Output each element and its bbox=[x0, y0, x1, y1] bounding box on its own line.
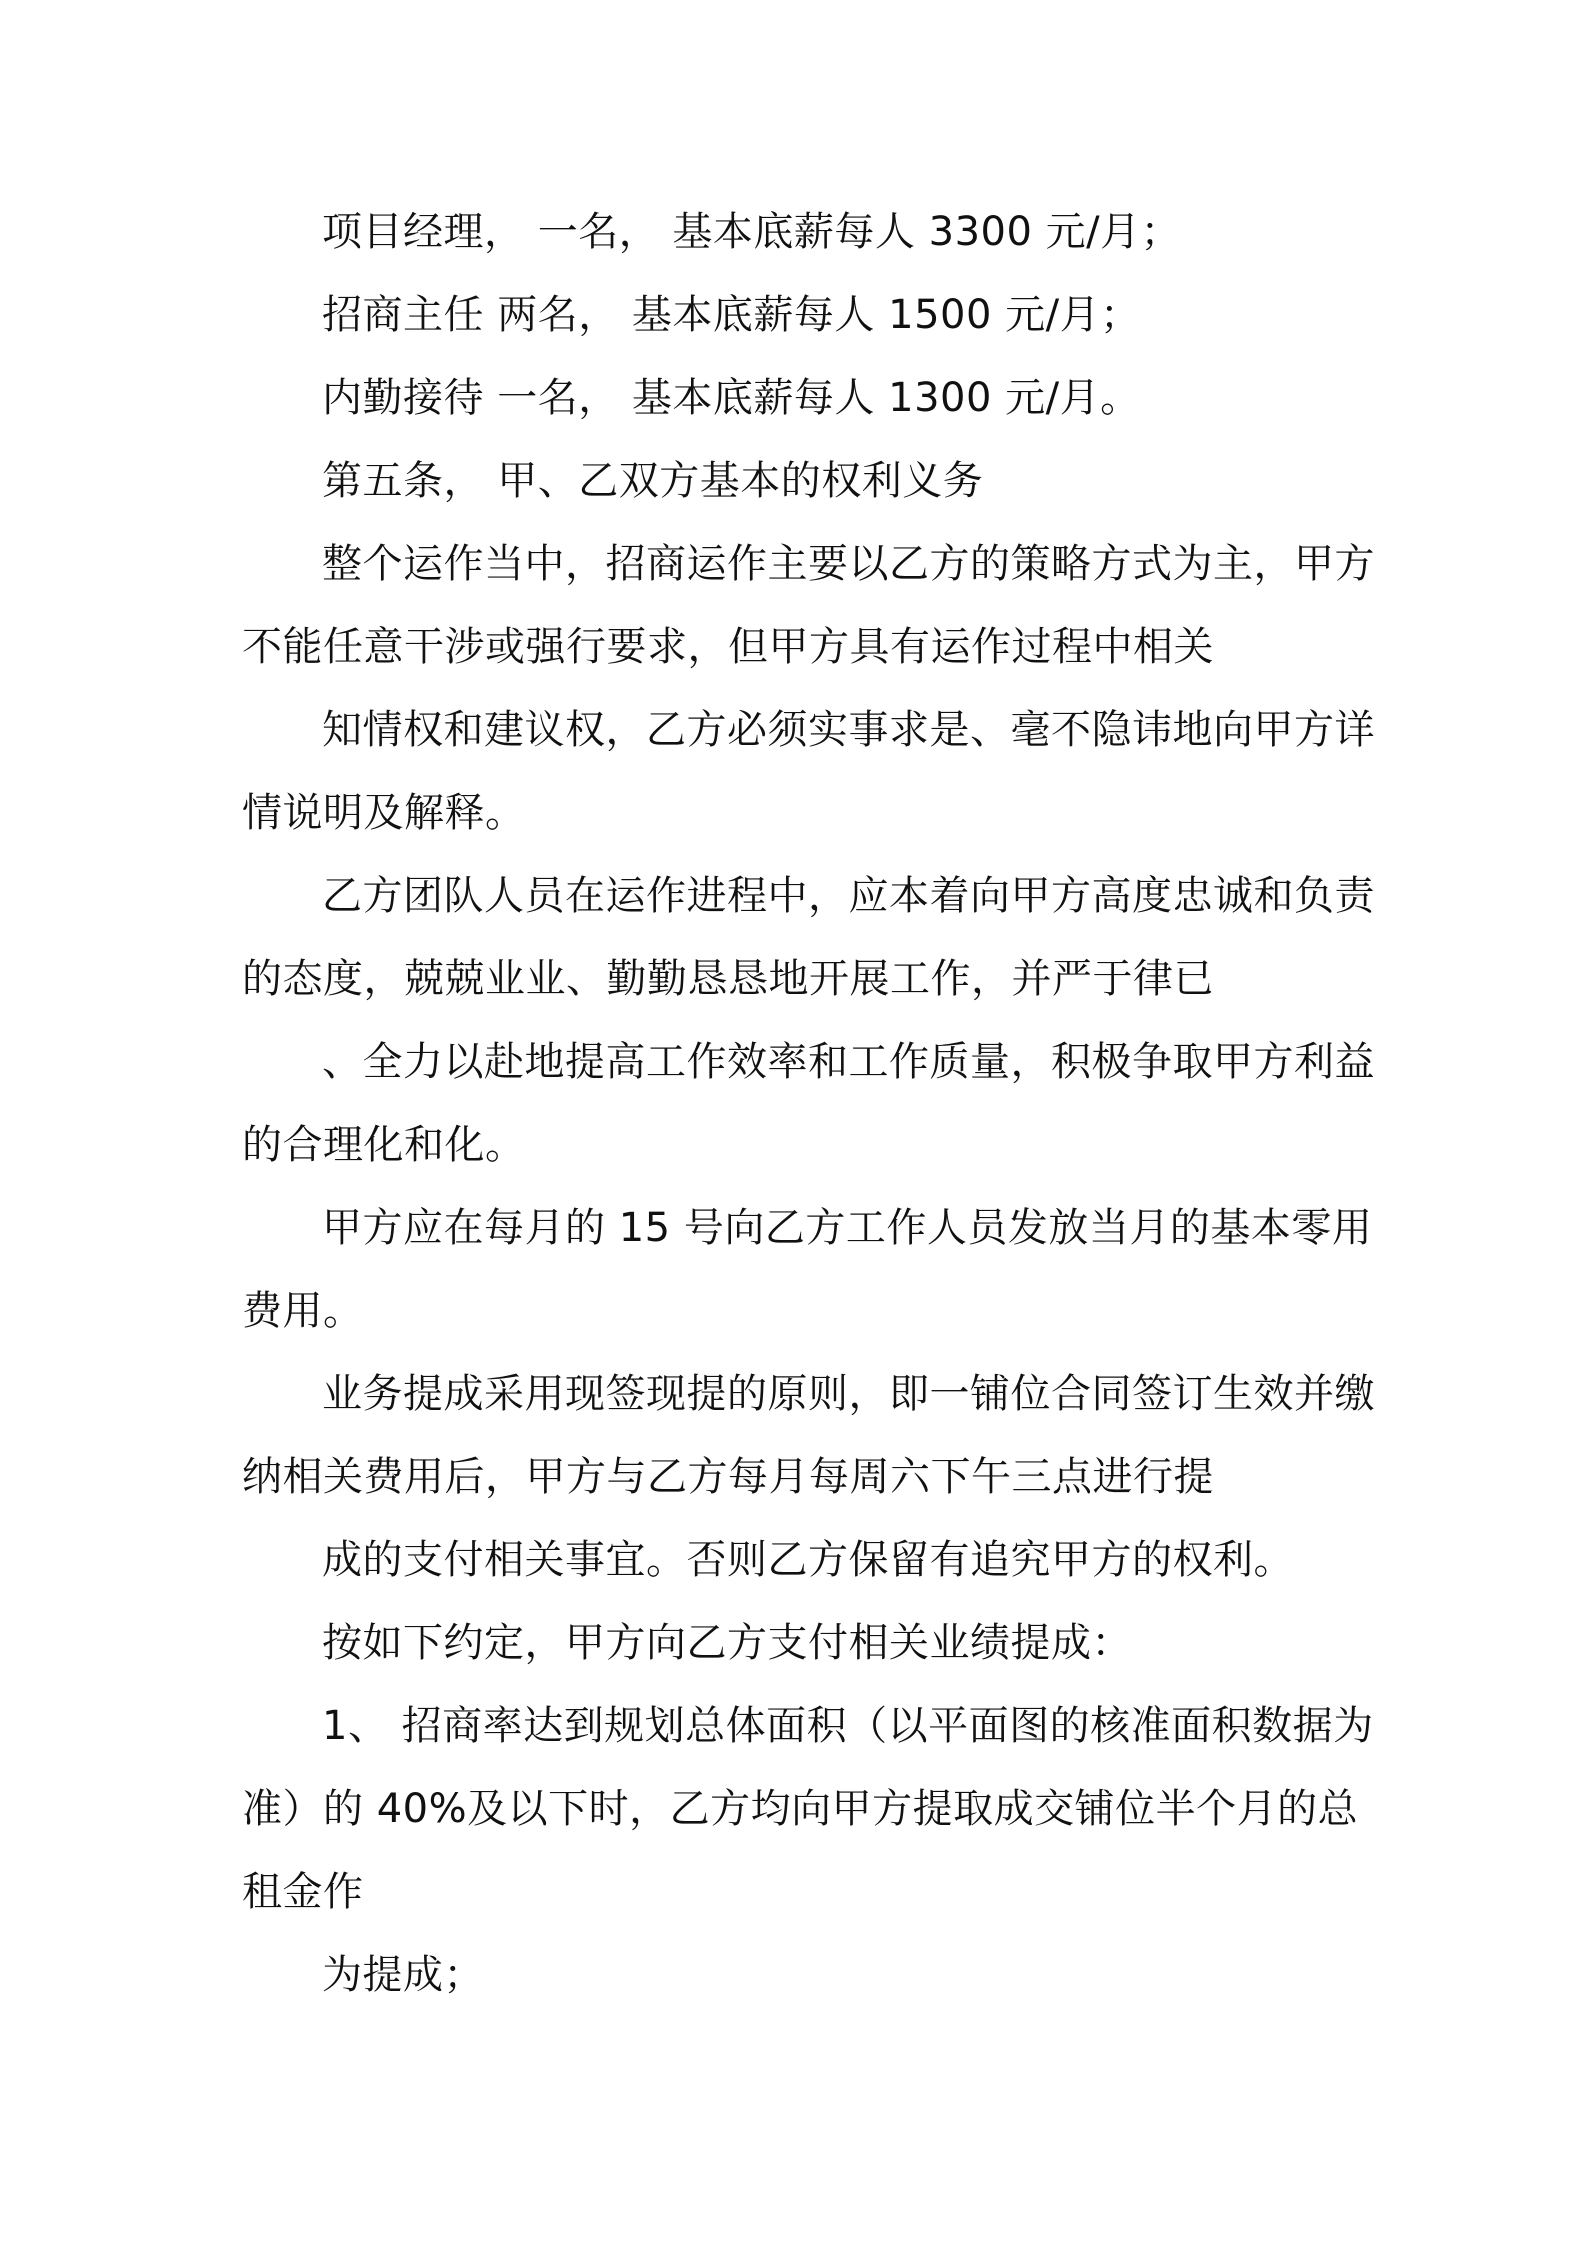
list-item-line: 准）的 40%及以下时，乙方均向甲方提取成交铺位半个月的总 bbox=[242, 1786, 1359, 1832]
paragraph-line: 情说明及解释。 bbox=[242, 790, 526, 836]
paragraph-line: 甲方应在每月的 15 号向乙方工作人员发放当月的基本零用 bbox=[322, 1205, 1373, 1251]
paragraph-line: 业务提成采用现签现提的原则，即一铺位合同签订生效并缴 bbox=[322, 1371, 1375, 1417]
list-item-line: 为提成； bbox=[322, 1952, 484, 1998]
paragraph-line: 费用。 bbox=[242, 1288, 364, 1334]
paragraph-line: 乙方团队人员在运作进程中，应本着向甲方高度忠诚和负责 bbox=[322, 873, 1375, 919]
paragraph-line: 不能任意干涉或强行要求，但甲方具有运作过程中相关 bbox=[242, 624, 1214, 670]
paragraph-line: 成的支付相关事宜。否则乙方保留有追究甲方的权利。 bbox=[322, 1537, 1294, 1583]
text-line-staff-project-manager: 项目经理， 一名， 基本底薪每人 3300 元/月； bbox=[322, 209, 1182, 255]
paragraph-line: 纳相关费用后，甲方与乙方每月每周六下午三点进行提 bbox=[242, 1454, 1214, 1500]
list-item-line: 租金作 bbox=[242, 1869, 364, 1915]
text-line-staff-leasing-supervisor: 招商主任 两名， 基本底薪每人 1500 元/月； bbox=[322, 292, 1141, 338]
paragraph-line: 、全力以赴地提高工作效率和工作质量，积极争取甲方利益 bbox=[322, 1039, 1375, 1085]
text-line-staff-reception: 内勤接待 一名， 基本底薪每人 1300 元/月。 bbox=[322, 375, 1141, 421]
paragraph-line: 知情权和建议权，乙方必须实事求是、毫不隐讳地向甲方详 bbox=[322, 707, 1375, 753]
list-item-line: 1、 招商率达到规划总体面积（以平面图的核准面积数据为 bbox=[322, 1703, 1374, 1749]
paragraph-line: 整个运作当中，招商运作主要以乙方的策略方式为主，甲方 bbox=[322, 541, 1375, 587]
paragraph-line: 按如下约定，甲方向乙方支付相关业绩提成： bbox=[322, 1620, 1132, 1666]
paragraph-line: 的态度，兢兢业业、勤勤恳恳地开展工作，并严于律已 bbox=[242, 956, 1214, 1002]
paragraph-line: 的合理化和化。 bbox=[242, 1122, 526, 1168]
section-heading-article-five: 第五条， 甲、乙双方基本的权利义务 bbox=[322, 458, 984, 504]
